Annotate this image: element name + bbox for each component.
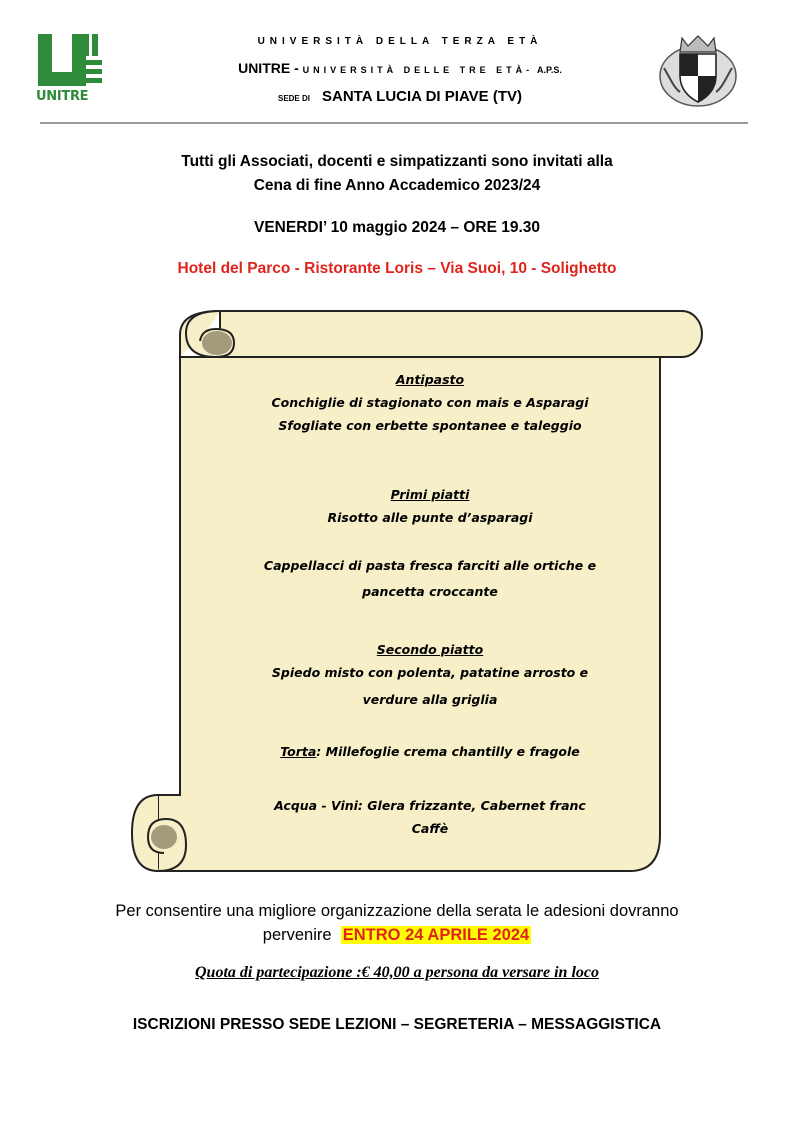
menu-antipasto-title: Antipasto <box>395 372 465 387</box>
menu-antipasto-item: Sfogliate con erbette spontanee e taleggio <box>278 418 582 433</box>
crest-icon <box>656 28 740 110</box>
note-line-2 <box>40 926 754 945</box>
invite-line-2: Cena di fine Anno Accademico 2023/24 <box>253 177 541 194</box>
deadline-highlight: ENTRO 24 APRILE 2024 <box>342 926 530 944</box>
header-unitre: UNITRE - <box>238 60 299 76</box>
menu-coffee: Caffè <box>411 821 449 836</box>
menu-antipasto-item: Conchiglie di stagionato con mais e Asparagi <box>271 395 589 410</box>
note-pervenire: pervenire <box>262 926 332 944</box>
header-line-2 <box>150 60 650 76</box>
menu-primi-item: Risotto alle punte d’asparagi <box>327 510 533 525</box>
header-aps: A.P.S. <box>537 65 562 75</box>
note-line-1: Per consentire una migliore organizzazione della serata le adesioni dovranno <box>115 902 679 920</box>
menu-primi-title: Primi piatti <box>390 487 470 502</box>
menu-torta-title: Torta <box>280 744 317 759</box>
header-universita: UNIVERSITÀ DELLE TRE ETÀ- <box>302 65 534 75</box>
menu-torta <box>220 740 640 763</box>
menu-secondo-item: Spiedo misto con polenta, patatine arrosto e <box>271 665 589 680</box>
header-line-1: UNIVERSITÀ DELLA TERZA ETÀ <box>257 36 543 47</box>
menu-secondo-item: verdure alla griglia <box>362 692 498 707</box>
menu-primi-item: Cappellacci di pasta fresca farciti alle ortiche e <box>263 558 597 573</box>
event-date: VENERDI’ 10 maggio 2024 – ORE 19.30 <box>253 219 541 236</box>
menu-content <box>220 368 640 840</box>
registration-info: ISCRIZIONI PRESSO SEDE LEZIONI – SEGRETERIA – MESSAGGISTICA <box>132 1016 662 1033</box>
header-place: SANTA LUCIA DI PIAVE (TV) <box>322 88 522 105</box>
menu-secondo-title: Secondo piatto <box>376 642 484 657</box>
menu-primi-item: pancetta croccante <box>362 584 498 599</box>
invite-line-1: Tutti gli Associati, docenti e simpatizzanti sono invitati alla <box>181 153 613 170</box>
header-sede: SEDE DI <box>277 94 310 103</box>
logo-text: UNITRE <box>36 89 89 104</box>
event-venue: Hotel del Parco - Ristorante Loris – Via Suoi, 10 - Solighetto <box>177 260 617 277</box>
menu-torta-text: : Millefoglie crema chantilly e fragole <box>316 744 580 759</box>
header-line-3 <box>150 88 650 105</box>
menu-drinks: Acqua - Vini: Glera frizzante, Cabernet franc <box>274 798 586 813</box>
header-divider <box>40 122 748 124</box>
participation-fee: Quota di partecipazione :€ 40,00 a persona da versare in loco <box>195 964 599 981</box>
